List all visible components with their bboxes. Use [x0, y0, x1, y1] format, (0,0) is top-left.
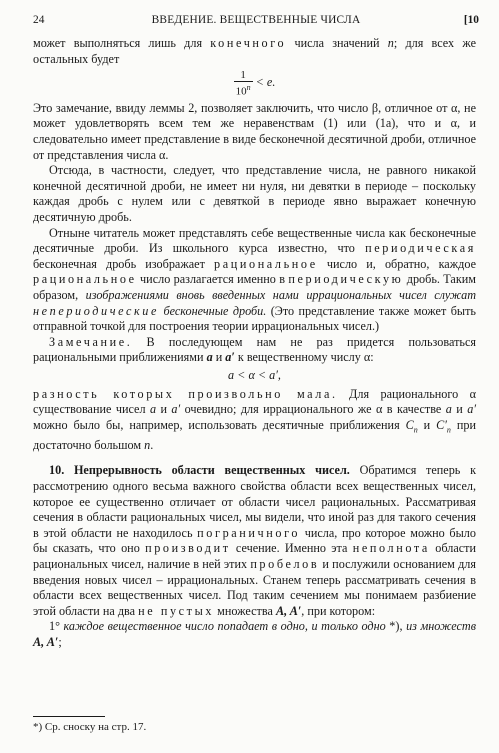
- page-body: [33, 36, 476, 650]
- paragraph-consequence: Отсюда, в частности, следует, что представление числа, не равного никакой конечной десятичной дроби, не имеет ни нуля, ни девятки в периоде – поскольку каждая дробь с нулем или с девяткой в периоде явно выражает конечную десятичную дробь.: [33, 163, 476, 224]
- paragraph-condition-1: 1° каждое вещественное число попадает в одно, и только одно *), из множеств A, A′;: [33, 619, 477, 649]
- approximation-formula: a < α < a′,: [228, 367, 281, 382]
- running-header: [33, 14, 479, 30]
- footnote: *) Ср. сноску на стр. 17.: [33, 721, 147, 733]
- paragraph-remark-lemma: Это замечание, ввиду леммы 2, позволяет заключить, что число β, отличное от α, не может удовлетворять всем тем же неравенствам (1) или (1a), что и α, и следовательно имеет представление в виде бесконечной десятичной дроби, отличное от представления числа α.: [33, 100, 476, 162]
- paragraph-continuation: может выполняться лишь для конечного числа значений n; для всех же остальных будет: [33, 36, 476, 66]
- footnote-rule: [33, 716, 105, 717]
- section-heading: 10. Непрерывность области вещественных чисел.: [49, 463, 350, 478]
- paragraph-section-10: 10. Непрерывность области вещественных чисел. Обратимся теперь к рассмотрению одного весьма важного свойства области всех вещественных чисел, которое ее существенно отличает от области чисел рациональных. Рассматривая сечения в области рациональных чисел, мы видели, что иной раз для такого сечения в этой области не находилось пограничного числа, про которое можно было бы сказать, что оно производит сечение. Именно эта неполнота области рациональных чисел, наличие в ней этих пробелов и послужили основанием для введения новых чисел – иррациональных. Станем теперь рассматривать сечения в области всех вещественных чисел. Под таким сечением мы понимаем разбиение этой области на два не пустых множества A, A′, при котором:: [33, 463, 476, 618]
- section-spacer: [33, 453, 476, 463]
- running-title: ВВЕДЕНИЕ. ВЕЩЕСТВЕННЫЕ ЧИСЛА: [151, 14, 361, 26]
- paragraph-remark: Замечание. В последующем нам не раз придется пользоваться рациональными приближениями a и a′ к вещественному числу α:: [33, 334, 476, 365]
- paragraph-decimal-fractions: Отныне читатель может представлять себе вещественные числа как бесконечные десятичные дроби. Из школьного курса известно, что периодическая бесконечная дробь изображает рациональное число и, обратно, каждое рациональное число разлагается именно в периодическую дробь. Таким образом, изображениями вновь введенных нами иррациональных чисел служат непериодические бесконечные дроби. (Это представление также может быть отправной точкой для построения теории иррациональных чисел.): [33, 225, 477, 334]
- inequality-formula: $\frac{1}{10^n}$ < e.: [235, 69, 276, 98]
- paragraph-approximations: разность которых произвольно мала. Для рационального α существование чисел a и a′ очевидно; для иррационального же α в качестве a и a′ можно было бы, например, использовать десятичные приближения $C_n$ и $C'_n$ при достаточно большом n.: [33, 386, 476, 452]
- page-number: 24: [33, 14, 45, 26]
- section-marker: [10: [463, 14, 479, 26]
